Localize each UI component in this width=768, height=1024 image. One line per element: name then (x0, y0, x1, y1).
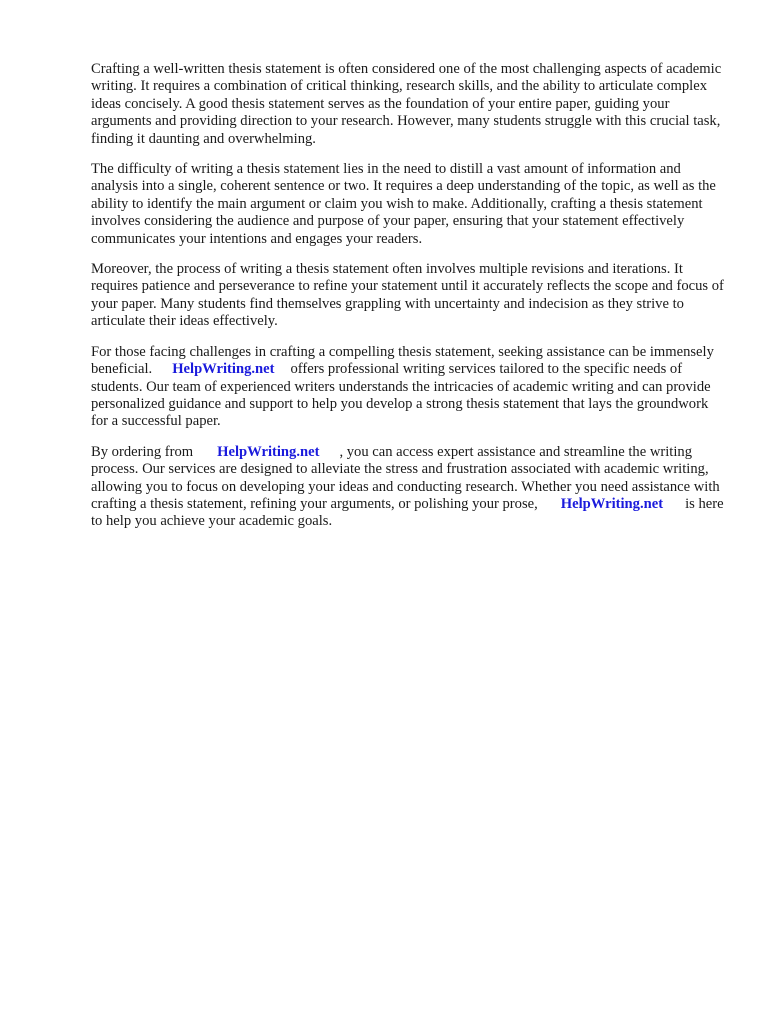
paragraph-ordering-middle: , you can access expert assistance and streamline the writing process. Our services are designed to alleviate the stress and frustration associated with academic writing, allowing you to focus on developing your ideas and conducting research. Whether you need assistance with crafting a thesis statement, refining your arguments, or polishing your prose, (91, 443, 720, 512)
document-body (91, 61, 727, 544)
paragraph-intro: Crafting a well-written thesis statement is often considered one of the most challenging aspects of academic writing. It requires a combination of critical thinking, research skills, and the ability to articulate complex ideas concisely. A good thesis statement serves as the foundation of your entire paper, guiding your arguments and providing direction to your research. However, many students struggle with this crucial task, finding it daunting and overwhelming. (91, 61, 722, 147)
helpwriting-link[interactable]: HelpWriting.net (172, 361, 275, 378)
helpwriting-link[interactable]: HelpWriting.net (560, 495, 664, 512)
paragraph-assistance-tail: offers professional writing services tailored to the specific needs of students. Our team of experienced writers understands the intricacies of academic writing and can provide personalized guidance and support to help you develop a strong thesis statement that lays the groundwork for a successful paper. (91, 361, 711, 430)
paragraph-difficulty: The difficulty of writing a thesis statement lies in the need to distill a vast amount of information and analysis into a single, coherent sentence or two. It requires a deep understanding of the topic, as well as the ability to identify the main argument or claim you wish to make. Additionally, crafting a thesis statement involves considering the audience and purpose of your paper, ensuring that your statement effectively communicates your intentions and engages your readers. (91, 161, 716, 247)
paragraph-assistance (91, 344, 727, 431)
helpwriting-link[interactable]: HelpWriting.net (217, 443, 320, 460)
paragraph-assistance-lead: For those facing challenges in crafting a compelling thesis statement, seeking assistance can be immensely beneficial. (91, 343, 714, 378)
paragraph-ordering-tail: is here to help you achieve your academic goals. (91, 495, 724, 530)
paragraph-revisions: Moreover, the process of writing a thesis statement often involves multiple revisions and iterations. It requires patience and perseverance to refine your statement until it accurately reflects the scope and focus of your paper. Many students find themselves grappling with uncertainty and indecision as they strive to articulate their ideas effectively. (91, 261, 724, 330)
paragraph-ordering-lead: By ordering from (91, 443, 194, 460)
paragraph-ordering (91, 444, 727, 531)
